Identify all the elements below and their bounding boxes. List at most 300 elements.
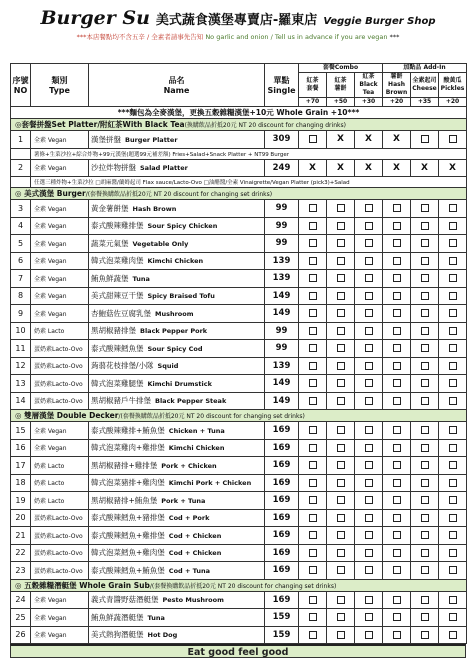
item-name: 泰式酸辣鱈魚+雞排堡 Cod + Chicken — [89, 527, 265, 545]
item-number: 18 — [11, 474, 31, 492]
option-price: +50 — [327, 98, 355, 107]
option-header: 酸黃瓜 Pickles — [439, 73, 467, 98]
item-type: 全素 Vegan — [31, 609, 89, 627]
item-price: 169 — [265, 527, 299, 545]
order-checkbox[interactable] — [337, 327, 345, 335]
section-header: ◎ 雙層漢堡 Double Decker/(套餐換購飲品折抵20元 NT 20 discount for changing set drinks) — [11, 410, 467, 422]
order-checkbox[interactable] — [393, 613, 401, 621]
item-name: 黑胡椒豬排+雞排堡 Pork + Chicken — [89, 457, 265, 475]
order-checkbox[interactable] — [309, 327, 317, 335]
order-checkbox[interactable] — [421, 461, 429, 469]
order-checkbox[interactable] — [393, 631, 401, 639]
order-checkbox[interactable] — [309, 362, 317, 370]
item-name: 美式甜辣豆干堡 Spicy Braised Tofu — [89, 287, 265, 305]
section-header: ◎ 五穀雜糧潛艇堡 Whole Grain Sub/(套餐換購飲品折抵20元 NT 20 discount for changing set drinks) — [11, 579, 467, 591]
item-name: 美式熱狗潛艇堡 Hot Dog — [89, 626, 265, 644]
order-checkbox[interactable] — [421, 292, 429, 300]
menu-item-row — [11, 509, 467, 527]
order-checkbox[interactable] — [365, 239, 373, 247]
unavailable-mark: X — [337, 162, 344, 173]
order-checkbox[interactable] — [337, 379, 345, 387]
order-checkbox[interactable] — [449, 257, 457, 265]
order-checkbox[interactable] — [337, 613, 345, 621]
unavailable-mark: X — [309, 162, 316, 173]
order-checkbox[interactable] — [393, 549, 401, 557]
order-checkbox[interactable] — [449, 426, 457, 434]
order-checkbox[interactable] — [393, 239, 401, 247]
order-checkbox[interactable] — [365, 344, 373, 352]
order-checkbox[interactable] — [393, 461, 401, 469]
order-checkbox[interactable] — [449, 379, 457, 387]
item-type: 奶素 Lacto — [31, 457, 89, 475]
item-number: 23 — [11, 562, 31, 580]
order-checkbox[interactable] — [449, 566, 457, 574]
combo-header: 套餐Combo — [299, 64, 383, 73]
item-price: 99 — [265, 322, 299, 340]
order-checkbox[interactable] — [309, 426, 317, 434]
order-checkbox[interactable] — [337, 596, 345, 604]
platter-detail: 薯條+生菜沙拉+綜合炸物+99元漢堡(題選99元補差額) Fries+Salad+Snack Platter + NT99 Burger — [11, 148, 467, 159]
item-type: 全素 Vegan — [31, 252, 89, 270]
item-name: 韓式泡菜鱈魚+雞肉堡 Cod + Chicken — [89, 544, 265, 562]
item-type: 蛋奶素Lacto-Ovo — [31, 527, 89, 545]
item-number: 4 — [11, 217, 31, 235]
order-checkbox[interactable] — [393, 444, 401, 452]
order-checkbox[interactable] — [337, 566, 345, 574]
order-checkbox[interactable] — [365, 566, 373, 574]
order-checkbox[interactable] — [449, 344, 457, 352]
order-checkbox[interactable] — [421, 444, 429, 452]
order-checkbox[interactable] — [421, 426, 429, 434]
order-checkbox[interactable] — [365, 514, 373, 522]
order-checkbox[interactable] — [365, 222, 373, 230]
item-name: 黑胡椒豬排堡 Black Pepper Pork — [89, 322, 265, 340]
order-checkbox[interactable] — [309, 444, 317, 452]
menu-item-row — [11, 131, 467, 149]
item-name: 泰式酸辣鱈魚+鮪魚堡 Cod + Tuna — [89, 562, 265, 580]
menu-item-row — [11, 235, 467, 253]
option-price: +35 — [411, 98, 439, 107]
menu-item-row — [11, 375, 467, 393]
item-type: 全素 Vegan — [31, 305, 89, 323]
order-checkbox[interactable] — [393, 327, 401, 335]
option-price: +20 — [439, 98, 467, 107]
item-name: 韓式泡菜雞肉堡 Kimchi Chicken — [89, 252, 265, 270]
order-checkbox[interactable] — [309, 631, 317, 639]
order-checkbox[interactable] — [337, 222, 345, 230]
item-name: 韓式泡菜雞肉+雞排堡 Kimchi Chicken — [89, 439, 265, 457]
unavailable-mark: X — [393, 134, 400, 145]
item-number: 5 — [11, 235, 31, 253]
order-checkbox[interactable] — [449, 596, 457, 604]
item-price: 99 — [265, 235, 299, 253]
order-checkbox[interactable] — [337, 496, 345, 504]
menu-item-row — [11, 159, 467, 177]
item-price: 169 — [265, 562, 299, 580]
order-checkbox[interactable] — [393, 344, 401, 352]
order-checkbox[interactable] — [337, 461, 345, 469]
item-price: 159 — [265, 626, 299, 644]
order-checkbox[interactable] — [393, 362, 401, 370]
order-checkbox[interactable] — [309, 531, 317, 539]
order-checkbox[interactable] — [365, 362, 373, 370]
item-type: 蛋奶素Lacto-Ovo — [31, 392, 89, 410]
unavailable-mark: X — [449, 162, 456, 173]
item-price: 169 — [265, 457, 299, 475]
order-checkbox[interactable] — [365, 274, 373, 282]
order-checkbox[interactable] — [393, 426, 401, 434]
shop-title-en: Veggie Burger Shop — [323, 16, 436, 27]
order-checkbox[interactable] — [337, 631, 345, 639]
order-checkbox[interactable] — [449, 444, 457, 452]
whole-grain-row: ***麵包為全麥漢堡，更換五穀雜糧漢堡+10元 Whole Grain +10*** — [11, 107, 467, 119]
item-number: 17 — [11, 457, 31, 475]
item-name: 沙拉炸物拼盤 Salad Platter — [89, 159, 265, 177]
order-checkbox[interactable] — [449, 613, 457, 621]
order-checkbox[interactable] — [421, 631, 429, 639]
order-checkbox[interactable] — [449, 239, 457, 247]
item-name: 黃金薯餅堡 Hash Brown — [89, 200, 265, 218]
item-number: 13 — [11, 375, 31, 393]
order-checkbox[interactable] — [393, 496, 401, 504]
order-checkbox[interactable] — [449, 327, 457, 335]
menu-table — [10, 63, 467, 644]
order-checkbox[interactable] — [309, 461, 317, 469]
order-checkbox[interactable] — [309, 344, 317, 352]
order-checkbox[interactable] — [421, 566, 429, 574]
order-checkbox[interactable] — [365, 257, 373, 265]
menu-item-row — [11, 340, 467, 358]
order-checkbox[interactable] — [393, 204, 401, 212]
menu-item-row — [11, 492, 467, 510]
menu-item-row — [11, 562, 467, 580]
item-price: 169 — [265, 474, 299, 492]
order-checkbox[interactable] — [449, 514, 457, 522]
item-type: 蛋奶素Lacto-Ovo — [31, 562, 89, 580]
item-number: 8 — [11, 287, 31, 305]
menu-item-row — [11, 474, 467, 492]
item-number: 1 — [11, 131, 31, 149]
order-checkbox[interactable] — [393, 531, 401, 539]
menu-item-row — [11, 591, 467, 609]
item-type: 全素 Vegan — [31, 439, 89, 457]
item-type: 蛋奶素Lacto-Ovo — [31, 509, 89, 527]
order-checkbox[interactable] — [365, 479, 373, 487]
option-price: +20 — [383, 98, 411, 107]
item-price: 139 — [265, 270, 299, 288]
item-name: 黑胡椒豬戶牛排堡 Black Pepper Steak — [89, 392, 265, 410]
order-checkbox[interactable] — [393, 596, 401, 604]
order-checkbox[interactable] — [309, 397, 317, 405]
item-number: 22 — [11, 544, 31, 562]
order-checkbox[interactable] — [393, 514, 401, 522]
menu-item-row — [11, 457, 467, 475]
order-checkbox[interactable] — [421, 613, 429, 621]
item-type: 全素 Vegan — [31, 217, 89, 235]
order-checkbox[interactable] — [449, 135, 457, 143]
order-checkbox[interactable] — [421, 274, 429, 282]
item-type: 全素 Vegan — [31, 422, 89, 440]
item-number: 12 — [11, 357, 31, 375]
platter-detail: 任選三種炸物+生菜沙拉 □胡麻醬/蘭姆起司 Flax sauce/Lacto-Ovo □油醋醬/全素 Vinaigrette/Vegan Platter (pick3)+Salad — [11, 177, 467, 188]
item-type: 奶素 Lacto — [31, 322, 89, 340]
order-checkbox[interactable] — [365, 397, 373, 405]
item-name: 泰式酸辣雞排堡 Sour Spicy Chicken — [89, 217, 265, 235]
option-price: +30 — [355, 98, 383, 107]
menu-header — [10, 5, 466, 63]
order-checkbox[interactable] — [449, 204, 457, 212]
order-checkbox[interactable] — [309, 596, 317, 604]
order-checkbox[interactable] — [393, 379, 401, 387]
order-checkbox[interactable] — [393, 479, 401, 487]
item-type: 全素 Vegan — [31, 200, 89, 218]
item-number: 2 — [11, 159, 31, 177]
option-header: 全素起司 Cheese — [411, 73, 439, 98]
order-checkbox[interactable] — [309, 239, 317, 247]
item-name: 韓式泡菜雞腿堡 Kimchi Drumstick — [89, 375, 265, 393]
item-price: 139 — [265, 252, 299, 270]
order-checkbox[interactable] — [421, 514, 429, 522]
order-checkbox[interactable] — [337, 274, 345, 282]
order-checkbox[interactable] — [337, 479, 345, 487]
order-checkbox[interactable] — [365, 461, 373, 469]
menu-item-row — [11, 305, 467, 323]
dietary-note: ***本店餐點均不含五辛 / 全素者請事先告知 No garlic and onion / Tell us in advance if you are vegan *** — [76, 33, 400, 41]
order-checkbox[interactable] — [365, 613, 373, 621]
order-checkbox[interactable] — [449, 496, 457, 504]
menu-item-row — [11, 626, 467, 644]
order-checkbox[interactable] — [365, 309, 373, 317]
menu-item-row — [11, 357, 467, 375]
order-checkbox[interactable] — [365, 496, 373, 504]
addin-header: 加點品 Add-In — [383, 64, 467, 73]
menu-page — [10, 5, 466, 667]
unavailable-mark: X — [365, 162, 372, 173]
item-number: 6 — [11, 252, 31, 270]
item-price: 169 — [265, 591, 299, 609]
order-checkbox[interactable] — [337, 426, 345, 434]
order-checkbox[interactable] — [309, 379, 317, 387]
item-price: 309 — [265, 131, 299, 149]
order-checkbox[interactable] — [449, 631, 457, 639]
item-type: 全素 Vegan — [31, 270, 89, 288]
item-type: 蛋奶素Lacto-Ovo — [31, 340, 89, 358]
item-price: 249 — [265, 159, 299, 177]
item-type: 全素 Vegan — [31, 159, 89, 177]
item-number: 25 — [11, 609, 31, 627]
order-checkbox[interactable] — [337, 204, 345, 212]
order-checkbox[interactable] — [449, 309, 457, 317]
order-checkbox[interactable] — [337, 397, 345, 405]
brand-name: Burger Su — [40, 7, 150, 29]
item-name: 泰式酸辣鱈魚堡 Sour Spicy Cod — [89, 340, 265, 358]
order-checkbox[interactable] — [421, 496, 429, 504]
item-name: 蒟蒻花枝排堡/小隊 Squid — [89, 357, 265, 375]
order-checkbox[interactable] — [449, 531, 457, 539]
order-checkbox[interactable] — [393, 566, 401, 574]
order-checkbox[interactable] — [449, 362, 457, 370]
order-checkbox[interactable] — [365, 444, 373, 452]
order-checkbox[interactable] — [421, 309, 429, 317]
option-header: 紅茶 Black Tea — [355, 73, 383, 98]
item-type: 蛋奶素Lacto-Ovo — [31, 544, 89, 562]
unavailable-mark: X — [337, 134, 344, 145]
order-checkbox[interactable] — [421, 362, 429, 370]
order-checkbox[interactable] — [449, 292, 457, 300]
section-header: ◎套餐拼盤Set Platter/附紅茶With Black Tea(換購飲品折抵20元 NT 20 discount for changing drinks) — [11, 119, 467, 131]
order-checkbox[interactable] — [421, 257, 429, 265]
item-type: 全素 Vegan — [31, 591, 89, 609]
order-checkbox[interactable] — [337, 309, 345, 317]
item-name: 韓式泡菜豬排+雞肉堡 Kimchi Pork + Chicken — [89, 474, 265, 492]
item-name: 鮪魚鮮蔬潛艇堡 Tuna — [89, 609, 265, 627]
item-name: 鮪魚鮮蔬堡 Tuna — [89, 270, 265, 288]
item-number: 9 — [11, 305, 31, 323]
order-checkbox[interactable] — [421, 549, 429, 557]
order-checkbox[interactable] — [365, 426, 373, 434]
order-checkbox[interactable] — [421, 379, 429, 387]
order-checkbox[interactable] — [337, 344, 345, 352]
item-price: 149 — [265, 305, 299, 323]
order-checkbox[interactable] — [449, 222, 457, 230]
item-name: 泰式酸辣雞排+鮪魚堡 Chicken + Tuna — [89, 422, 265, 440]
order-checkbox[interactable] — [421, 531, 429, 539]
order-checkbox[interactable] — [337, 531, 345, 539]
order-checkbox[interactable] — [421, 222, 429, 230]
item-name: 泰式酸辣鱈魚+豬排堡 Cod + Pork — [89, 509, 265, 527]
item-price: 99 — [265, 200, 299, 218]
item-price: 169 — [265, 422, 299, 440]
order-checkbox[interactable] — [393, 274, 401, 282]
menu-item-row — [11, 252, 467, 270]
order-checkbox[interactable] — [365, 204, 373, 212]
item-number: 11 — [11, 340, 31, 358]
order-checkbox[interactable] — [309, 496, 317, 504]
order-checkbox[interactable] — [337, 239, 345, 247]
order-checkbox[interactable] — [337, 514, 345, 522]
order-checkbox[interactable] — [449, 479, 457, 487]
item-price: 99 — [265, 217, 299, 235]
order-checkbox[interactable] — [449, 549, 457, 557]
order-checkbox[interactable] — [421, 239, 429, 247]
order-checkbox[interactable] — [449, 274, 457, 282]
item-number: 15 — [11, 422, 31, 440]
item-number: 20 — [11, 509, 31, 527]
order-checkbox[interactable] — [365, 549, 373, 557]
item-name: 黑胡椒豬排+鮪魚堡 Pork + Tuna — [89, 492, 265, 510]
option-header: 薯餅 Hash Brown — [383, 73, 411, 98]
item-name: 杏鮑菇佐豆腐乳堡 Mushroom — [89, 305, 265, 323]
order-checkbox[interactable] — [421, 344, 429, 352]
order-checkbox[interactable] — [365, 596, 373, 604]
item-price: 169 — [265, 492, 299, 510]
item-number: 26 — [11, 626, 31, 644]
order-checkbox[interactable] — [309, 292, 317, 300]
order-checkbox[interactable] — [309, 566, 317, 574]
order-checkbox[interactable] — [393, 309, 401, 317]
item-name: 蔬菜元氣堡 Vegetable Only — [89, 235, 265, 253]
order-checkbox[interactable] — [421, 327, 429, 335]
order-checkbox[interactable] — [393, 257, 401, 265]
menu-item-row — [11, 287, 467, 305]
item-number: 19 — [11, 492, 31, 510]
menu-item-row — [11, 439, 467, 457]
order-checkbox[interactable] — [309, 135, 317, 143]
menu-item-row — [11, 270, 467, 288]
menu-item-row — [11, 322, 467, 340]
option-header: 紅茶 套餐 — [299, 73, 327, 98]
order-checkbox[interactable] — [309, 257, 317, 265]
item-price: 169 — [265, 544, 299, 562]
item-price: 169 — [265, 509, 299, 527]
item-type: 蛋奶素Lacto-Ovo — [31, 357, 89, 375]
header-row: 序號 NO 類別 Type 品名 Name 單點 Single 套餐Combo 加點品 Add-In — [11, 64, 467, 73]
item-price: 99 — [265, 340, 299, 358]
menu-item-row — [11, 200, 467, 218]
order-checkbox[interactable] — [449, 461, 457, 469]
order-checkbox[interactable] — [365, 379, 373, 387]
item-price: 139 — [265, 357, 299, 375]
item-type: 全素 Vegan — [31, 131, 89, 149]
order-checkbox[interactable] — [393, 292, 401, 300]
order-checkbox[interactable] — [309, 222, 317, 230]
order-checkbox[interactable] — [309, 514, 317, 522]
item-price: 159 — [265, 609, 299, 627]
menu-item-row — [11, 609, 467, 627]
item-name: 義式青醬野菇潛艇堡 Pesto Mushroom — [89, 591, 265, 609]
item-number: 14 — [11, 392, 31, 410]
order-checkbox[interactable] — [365, 327, 373, 335]
item-type: 全素 Vegan — [31, 287, 89, 305]
order-checkbox[interactable] — [365, 292, 373, 300]
item-type: 全素 Vegan — [31, 626, 89, 644]
item-type: 奶素 Lacto — [31, 474, 89, 492]
order-checkbox[interactable] — [309, 274, 317, 282]
order-checkbox[interactable] — [393, 397, 401, 405]
order-checkbox[interactable] — [421, 479, 429, 487]
order-checkbox[interactable] — [337, 292, 345, 300]
order-checkbox[interactable] — [421, 397, 429, 405]
item-price: 149 — [265, 375, 299, 393]
order-checkbox[interactable] — [421, 135, 429, 143]
order-checkbox[interactable] — [309, 549, 317, 557]
order-checkbox[interactable] — [421, 596, 429, 604]
order-checkbox[interactable] — [365, 631, 373, 639]
option-header: 紅茶 薯餅 — [327, 73, 355, 98]
item-price: 149 — [265, 287, 299, 305]
order-checkbox[interactable] — [337, 444, 345, 452]
order-checkbox[interactable] — [337, 362, 345, 370]
order-checkbox[interactable] — [309, 204, 317, 212]
order-checkbox[interactable] — [337, 257, 345, 265]
order-checkbox[interactable] — [421, 204, 429, 212]
order-checkbox[interactable] — [309, 309, 317, 317]
item-price: 169 — [265, 439, 299, 457]
item-number: 10 — [11, 322, 31, 340]
option-price: +70 — [299, 98, 327, 107]
order-checkbox[interactable] — [449, 397, 457, 405]
order-checkbox[interactable] — [365, 531, 373, 539]
order-checkbox[interactable] — [309, 479, 317, 487]
order-checkbox[interactable] — [393, 222, 401, 230]
item-price: 149 — [265, 392, 299, 410]
order-checkbox[interactable] — [337, 549, 345, 557]
item-type: 奶素 Lacto — [31, 492, 89, 510]
order-checkbox[interactable] — [309, 613, 317, 621]
menu-item-row — [11, 392, 467, 410]
shop-title-zh: 美式蔬食漢堡專賣店-羅東店 — [155, 13, 318, 28]
menu-item-row — [11, 422, 467, 440]
